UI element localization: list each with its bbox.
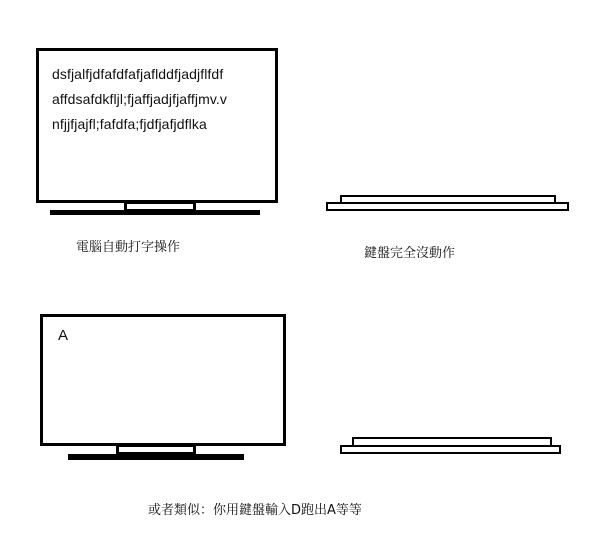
caption-keyboard-idle: 鍵盤完全沒動作 — [364, 246, 456, 261]
keyboard-bottom-base — [340, 445, 561, 454]
monitor-bottom-screen — [40, 314, 286, 446]
typed-line: affdsafdkfljl;fjaffjadjfjaffjmv.v — [52, 91, 228, 107]
monitor-top-typed-text — [52, 62, 276, 137]
typed-line: dsfjalfjdfafdfafjaflddfjadjflfdf — [52, 66, 224, 82]
keyboard-top-base — [326, 202, 569, 211]
typed-line: nfjjfjajfl;fafdfa;fjdfjafjdflka — [52, 116, 207, 132]
monitor-bottom-typed-text: A — [58, 327, 69, 344]
caption-remap-note: 或者類似：你用鍵盤輸入D跑出A等等 — [148, 503, 362, 518]
caption-monitor-auto-typing: 電腦自動打字操作 — [76, 240, 181, 255]
monitor-bottom-stand-base — [68, 454, 244, 460]
monitor-top-stand-base — [50, 210, 260, 215]
